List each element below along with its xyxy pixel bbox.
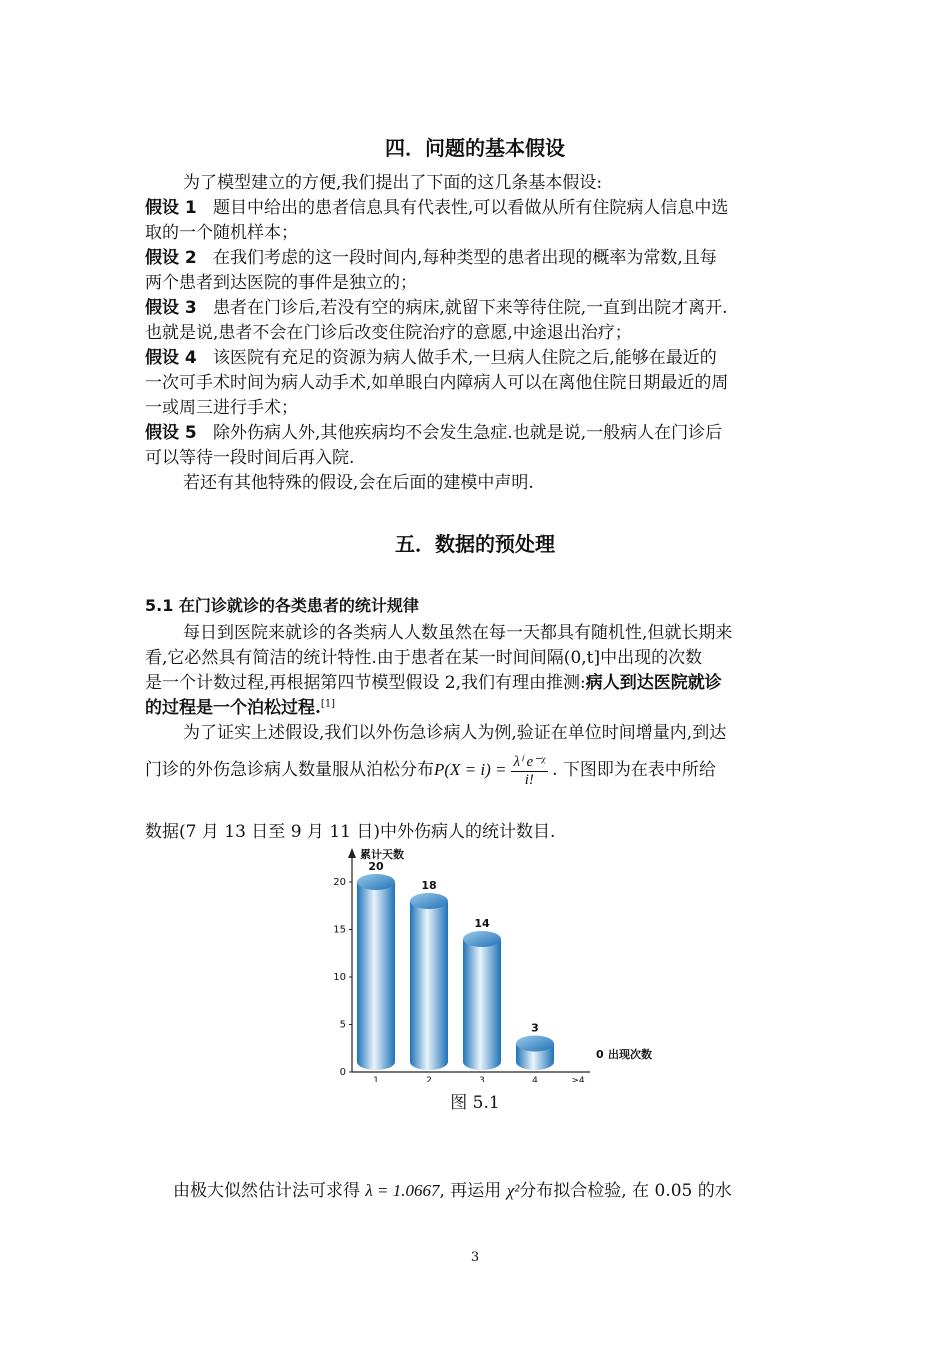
y-axis-arrow: [348, 848, 356, 858]
x-tick-label: 1: [373, 1076, 379, 1082]
x-tick-label: 3: [479, 1076, 485, 1082]
assumption-text: 患者在门诊后,若没有空的病床,就留下来等待住院,一直到出院才离开.: [212, 298, 728, 318]
para3-text-end: 分布拟合检验, 在 0.05 的水: [519, 1181, 732, 1201]
assumption-1-line-1: [145, 193, 728, 218]
para2-line-3: 数据(7 月 13 日至 9 月 11 日)中外伤病人的统计数目.: [145, 822, 556, 842]
para1-line-3: [145, 668, 722, 693]
y-axis-label: 累计天数: [360, 848, 404, 861]
assumption-label: 假设 5: [145, 423, 197, 443]
para1-text: 是一个计数过程,再根据第四节模型假设 2,我们有理由推测:: [145, 673, 586, 693]
assumption-2-line-2: 两个患者到达医院的事件是独立的；: [145, 273, 417, 293]
bar-cylinder-body: [463, 939, 501, 1062]
assumption-label: 假设 3: [145, 298, 197, 318]
bar-cylinder-body: [357, 882, 395, 1062]
assumption-1-line-2: 取的一个随机样本；: [145, 223, 298, 243]
bar-data-label: 3: [531, 1021, 539, 1035]
assumption-text: 在我们考虑的这一段时间内,每种类型的患者出现的概率为常数,且每: [212, 248, 717, 268]
para1-bold-claim-end: 的过程是一个泊松过程.: [145, 698, 321, 718]
section4-closing: 若还有其他特殊的假设,会在后面的建模中声明.: [183, 473, 534, 493]
assumption-text: 除外伤病人外,其他疾病均不会发生急症.也就是说,一般病人在门诊后: [212, 423, 723, 443]
bar-cylinder-top: [410, 893, 448, 909]
bar-data-label: 20: [368, 860, 384, 873]
assumption-2-line-1: [145, 243, 717, 268]
figure-5-1-bar-chart: [328, 842, 688, 1082]
assumption-label: 假设 1: [145, 198, 197, 218]
para1-line-2: 看,它必然具有简洁的统计特性.由于患者在某一时间间隔(0,t]中出现的次数: [145, 648, 703, 668]
page-number: 3: [470, 1250, 480, 1265]
para3-text: 由极大似然估计法可求得: [173, 1181, 360, 1201]
subsection-5-1-title: 5.1 在门诊就诊的各类患者的统计规律: [145, 596, 419, 615]
bar-cylinder-base: [516, 1054, 554, 1070]
citation-ref: [1]: [320, 698, 336, 710]
bar-data-label: 18: [421, 879, 437, 892]
assumption-5-line-2: 可以等待一段时间后再入院.: [145, 448, 355, 468]
bar-data-label: 14: [474, 917, 490, 930]
y-tick-label: 5: [339, 1019, 346, 1031]
bar-cylinder-top: [357, 874, 395, 890]
x-tick-label: 4: [532, 1076, 538, 1082]
para2-text: 门诊的外伤急诊病人数量服从泊松分布: [145, 760, 434, 780]
x-axis-label: 出现次数: [608, 1048, 652, 1061]
section4-title: 四．问题的基本假设: [385, 136, 565, 160]
assumption-3-line-2: 也就是说,患者不会在门诊后改变住院治疗的意愿,中途退出治疗；: [145, 323, 632, 343]
y-tick-label: 10: [333, 972, 346, 983]
y-tick-label: 0: [339, 1067, 346, 1078]
para3-line: [173, 1176, 732, 1201]
para2-line-2: [145, 752, 716, 789]
para1-bold-claim: 病人到达医院就诊: [585, 673, 722, 693]
para3-text-mid: , 再运用: [439, 1181, 502, 1201]
bar-cylinder-base: [463, 1054, 501, 1070]
y-tick-label: 15: [333, 924, 346, 936]
lambda-estimate: λ = 1.0667: [365, 1181, 440, 1200]
formula-denominator: i!: [524, 772, 534, 788]
x-tick-label: >4: [571, 1076, 585, 1082]
y-tick-label: 20: [333, 877, 346, 888]
formula-numerator: λⁱ e⁻ᵡ: [511, 752, 549, 772]
bar-cylinder-base: [357, 1054, 395, 1070]
poisson-formula-lhs: P(X = i) =: [434, 760, 507, 779]
assumption-4-line-3: 一或周三进行手术；: [145, 398, 298, 418]
figure-caption: 图 5.1: [450, 1093, 500, 1113]
poisson-formula-fraction: [511, 752, 549, 789]
para2-text-end: . 下图即为在表中所给: [552, 760, 716, 780]
assumption-label: 假设 4: [145, 348, 197, 368]
bar-cylinder-body: [410, 901, 448, 1062]
section4-intro: 为了模型建立的方便,我们提出了下面的这几条基本假设:: [183, 173, 603, 193]
bar-data-label: 0: [596, 1048, 604, 1061]
assumption-label: 假设 2: [145, 248, 197, 268]
assumption-3-line-1: [145, 293, 728, 318]
assumption-text: 题目中给出的患者信息具有代表性,可以看做从所有住院病人信息中选: [212, 198, 729, 218]
para1-line-4: [145, 693, 335, 718]
para2-line-1: 为了证实上述假设,我们以外伤急诊病人为例,验证在单位时间增量内,到达: [183, 723, 727, 743]
para1-line-1: 每日到医院来就诊的各类病人人数虽然在每一天都具有随机性,但就长期来: [183, 623, 733, 643]
assumption-5-line-1: [145, 418, 722, 443]
assumption-4-line-2: 一次可手术时间为病人动手术,如单眼白内障病人可以在离他住院日期最近的周: [145, 373, 729, 393]
assumption-text: 该医院有充足的资源为病人做手术,一旦病人住院之后,能够在最近的: [212, 348, 717, 368]
bar-cylinder-top: [463, 931, 501, 947]
chi-square-symbol: χ²: [506, 1181, 520, 1200]
section5-title: 五．数据的预处理: [395, 532, 555, 556]
bar-cylinder-top: [516, 1036, 554, 1052]
x-tick-label: 2: [426, 1076, 432, 1082]
bar-cylinder-base: [410, 1054, 448, 1070]
assumption-4-line-1: [145, 343, 717, 368]
